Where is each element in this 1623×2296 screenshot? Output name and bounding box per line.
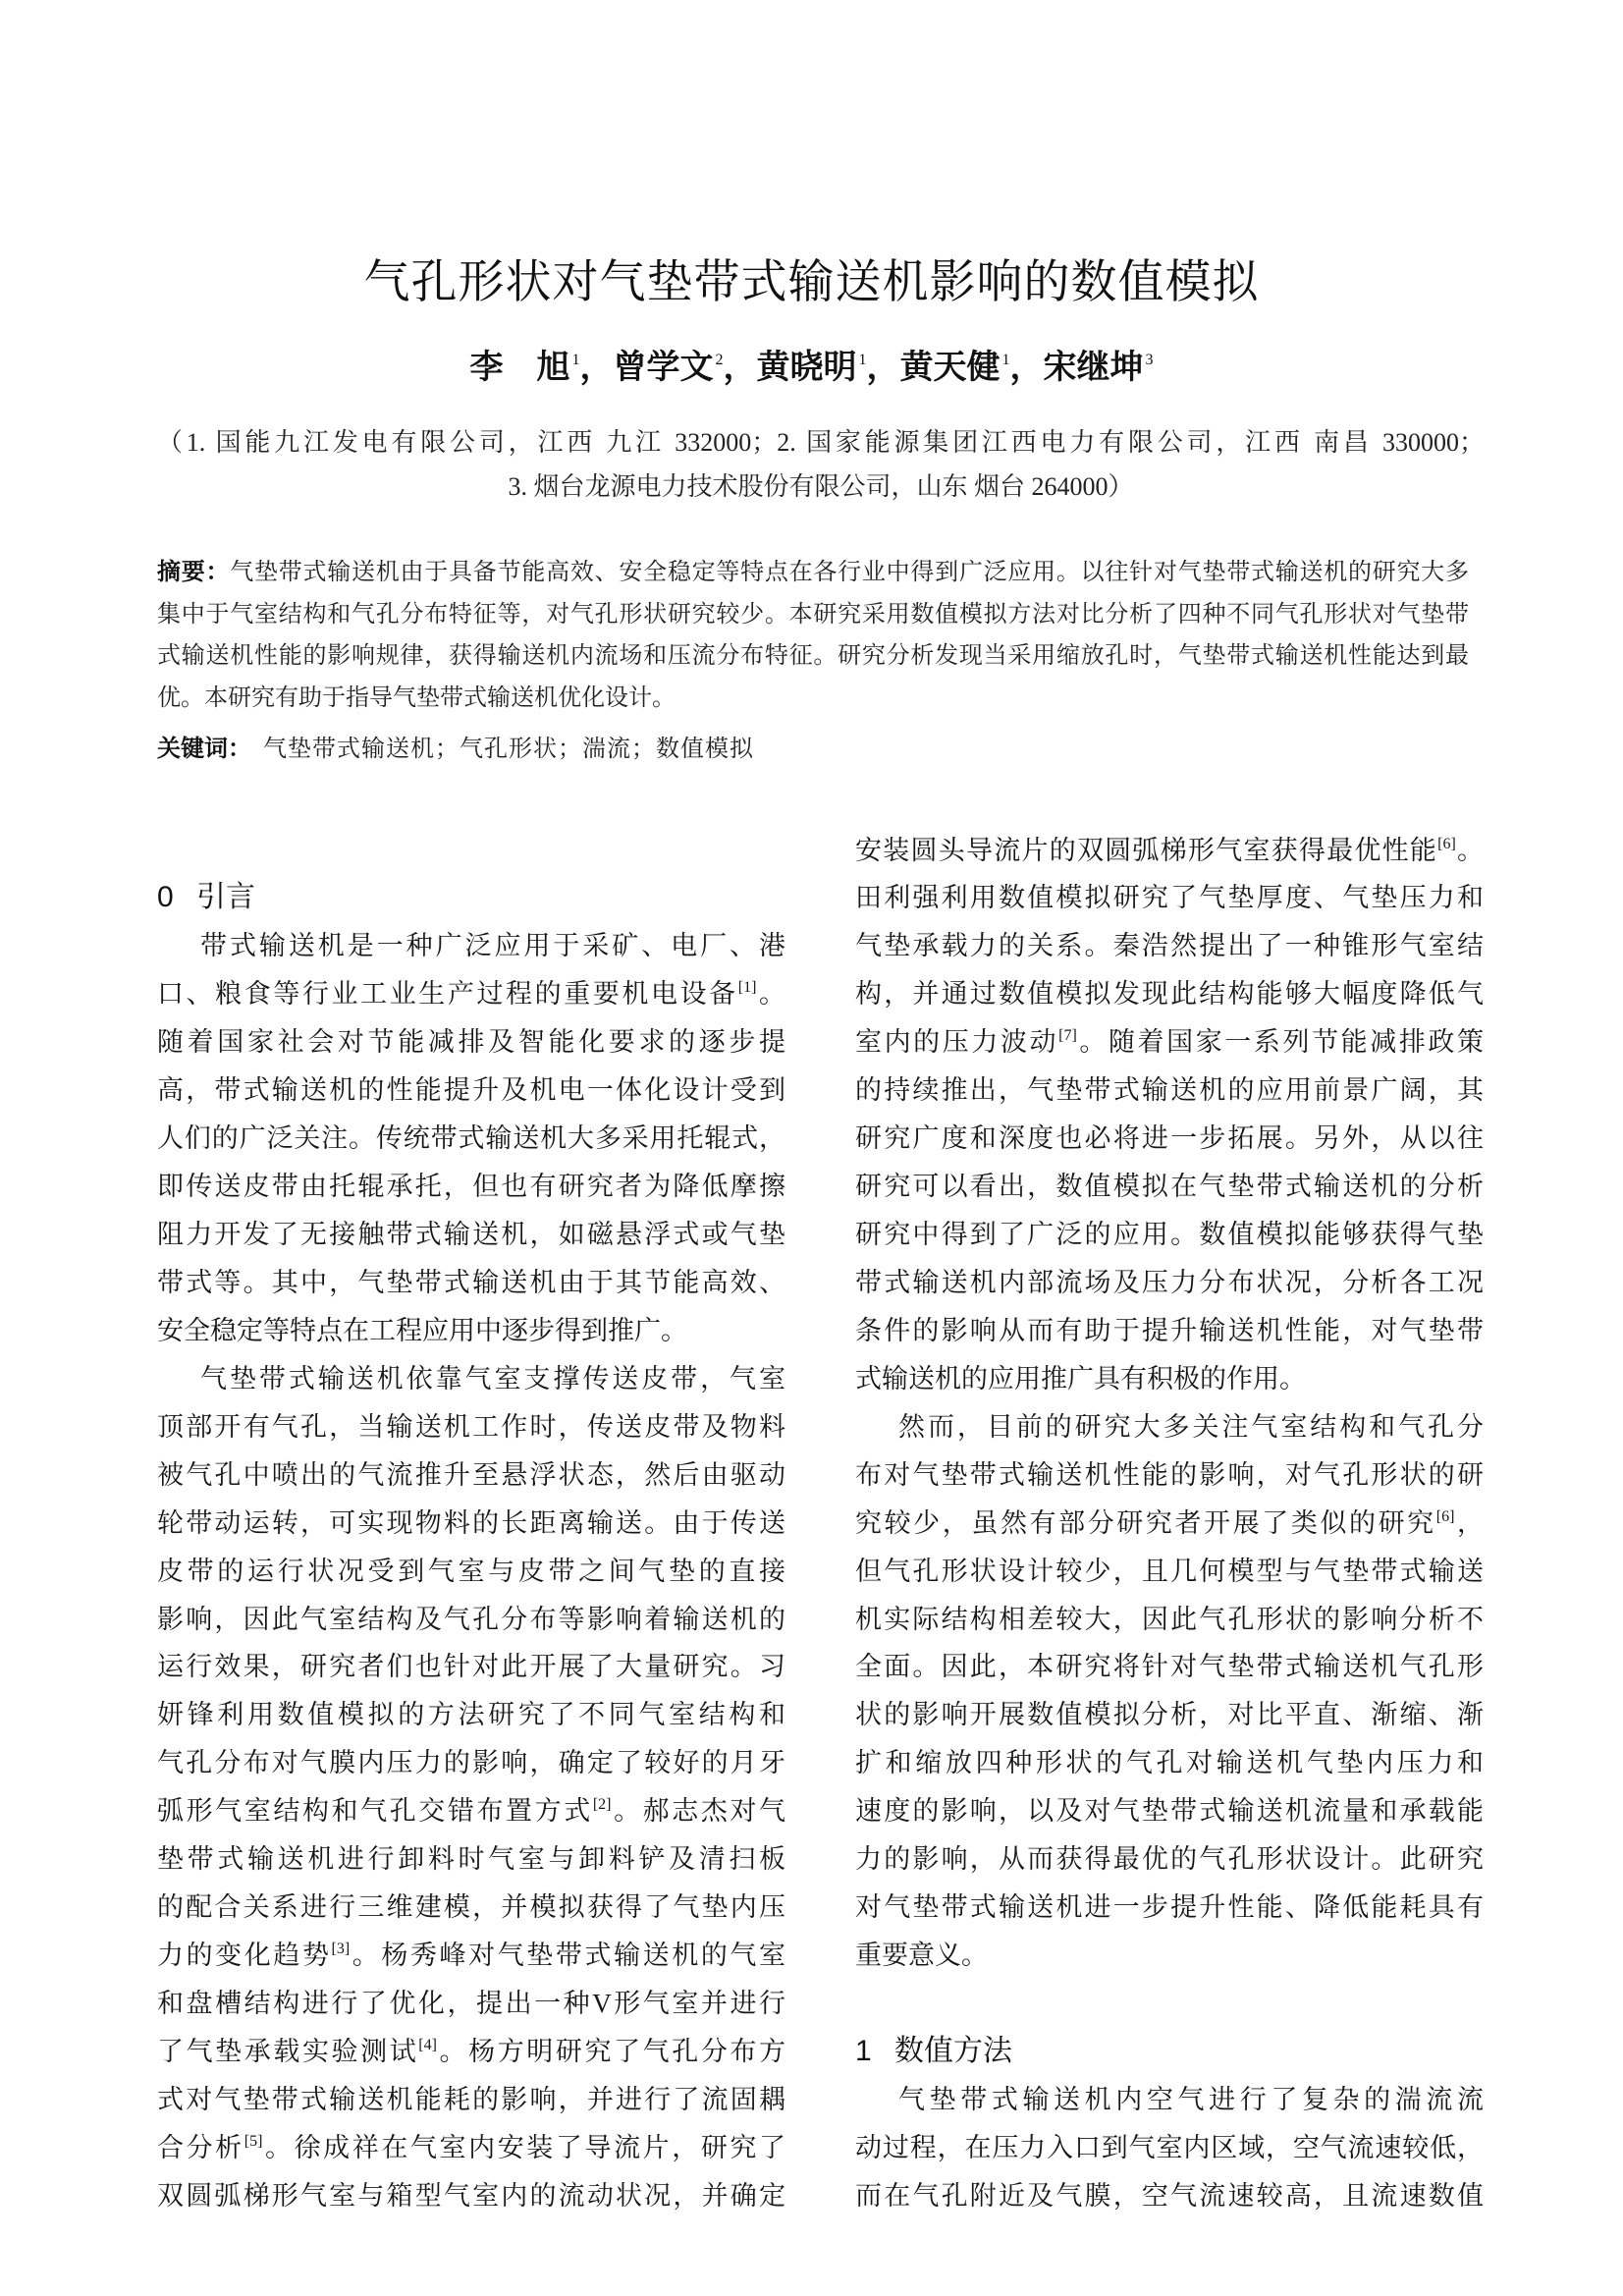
citation-mark: [2] bbox=[592, 1796, 612, 1814]
citation-mark: [4] bbox=[418, 2036, 437, 2053]
body-line: 动过程，在压力入口到气室内区域，空气流速较低， bbox=[855, 2132, 1484, 2162]
body-line: 安全稳定等特点在工程应用中逐步得到推广。 bbox=[157, 1315, 687, 1345]
body-line: 垫带式输送机进行卸料时气室与卸料铲及清扫板 bbox=[157, 1844, 785, 1875]
abstract-line: 优。本研究有助于指导气垫带式输送机优化设计。 bbox=[157, 684, 676, 711]
author-separator: ， bbox=[866, 350, 900, 386]
body-line: 带式等。其中，气垫带式输送机由于其节能高效、 bbox=[157, 1267, 785, 1297]
body-line: 究较少，虽然有部分研究者开展了类似的研究[6]， bbox=[855, 1507, 1484, 1538]
section-title: 引言 bbox=[196, 881, 255, 914]
affiliation-line: （1. 国能九江发电有限公司，江西 九江 332000；2. 国家能源集团江西电力有限公司，江西 南昌 330000； bbox=[157, 428, 1485, 457]
author-name: 李 旭 bbox=[469, 350, 570, 386]
section-heading bbox=[157, 874, 785, 922]
author-separator: ， bbox=[1009, 350, 1044, 386]
author-affiliation-mark: 2 bbox=[715, 352, 724, 368]
body-line: 速度的影响，以及对气垫带式输送机流量和承载能 bbox=[855, 1796, 1484, 1827]
body-line: 了气垫承载实验测试[4]。杨方明研究了气孔分布方 bbox=[157, 2036, 785, 2066]
abstract-text: 气垫带式输送机由于具备节能高效、安全稳定等特点在各行业中得到广泛应用。以往针对气垫带式输送机的研究大多 bbox=[230, 560, 1469, 585]
keywords bbox=[157, 729, 1469, 770]
body-line: 运行效果，研究者们也针对此开展了大量研究。习 bbox=[157, 1652, 785, 1682]
body-line: 室内的压力波动[7]。随着国家一系列节能减排政策 bbox=[855, 1027, 1484, 1058]
body-line: 影响，因此气室结构及气孔分布等影响着输送机的 bbox=[157, 1604, 785, 1634]
body-line: 带式输送机是一种广泛应用于采矿、电厂、港 bbox=[200, 931, 785, 961]
citation-mark: [7] bbox=[1058, 1027, 1077, 1045]
body-line: 式对气垫带式输送机能耗的影响，并进行了流固耦 bbox=[157, 2084, 785, 2114]
body-line: 气孔分布对气膜内压力的影响，确定了较好的月牙 bbox=[157, 1748, 785, 1778]
body-line: 人们的广泛关注。传统带式输送机大多采用托辊式， bbox=[157, 1123, 785, 1154]
abstract-label: 摘要： bbox=[157, 559, 231, 585]
keywords-label: 关键词： bbox=[157, 736, 251, 762]
author-affiliation-mark: 1 bbox=[571, 352, 580, 368]
affiliation-line: 3. 烟台龙源电力技术股份有限公司，山东 烟台 264000） bbox=[508, 472, 1134, 501]
body-line: 即传送皮带由托辊承托，但也有研究者为降低摩擦 bbox=[157, 1172, 785, 1202]
author-name: 宋继坤 bbox=[1043, 350, 1144, 386]
author-separator: ， bbox=[723, 350, 757, 386]
body-line: 带式输送机内部流场及压力分布状况，分析各工况 bbox=[855, 1267, 1484, 1297]
body-line: 全面。因此，本研究将针对气垫带式输送机气孔形 bbox=[855, 1652, 1484, 1682]
author-name: 黄晓明 bbox=[756, 350, 857, 386]
section-title: 数值方法 bbox=[894, 2034, 1012, 2067]
citation-mark: [6] bbox=[1437, 835, 1456, 852]
section-number: 1 bbox=[855, 2034, 872, 2067]
citation-mark: [6] bbox=[1435, 1507, 1455, 1525]
body-line: 顶部开有气孔，当输送机工作时，传送皮带及物料 bbox=[157, 1411, 785, 1442]
body-line: 皮带的运行状况受到气室与皮带之间气垫的直接 bbox=[157, 1556, 785, 1586]
body-line: 而在气孔附近及气膜，空气流速较高，且流速数值 bbox=[855, 2180, 1484, 2211]
body-line: 气垫承载力的关系。秦浩然提出了一种锥形气室结 bbox=[855, 931, 1484, 961]
body-line: 但气孔形状设计较少，且几何模型与气垫带式输送 bbox=[855, 1556, 1484, 1586]
body-line: 高，带式输送机的性能提升及机电一体化设计受到 bbox=[157, 1075, 785, 1106]
body-line: 双圆弧梯形气室与箱型气室内的流动状况，并确定 bbox=[157, 2180, 785, 2211]
body-line: 机实际结构相差较大，因此气孔形状的影响分析不 bbox=[855, 1604, 1484, 1634]
body-line: 重要意义。 bbox=[855, 1941, 988, 1971]
body-line: 力的影响，从而获得最优的气孔形状设计。此研究 bbox=[855, 1844, 1484, 1875]
author-affiliation-mark: 3 bbox=[1145, 352, 1154, 368]
body-line: 条件的影响从而有助于提升输送机性能，对气垫带 bbox=[855, 1315, 1484, 1345]
body-line: 然而，目前的研究大多关注气室结构和气孔分 bbox=[898, 1411, 1484, 1442]
paper-title: 气孔形状对气垫带式输送机影响的数值模拟 bbox=[363, 255, 1260, 307]
body-line: 妍锋利用数值模拟的方法研究了不同气室结构和 bbox=[157, 1700, 785, 1730]
keywords-text: 气垫带式输送机；气孔形状；湍流；数值模拟 bbox=[263, 737, 754, 762]
body-column-left bbox=[157, 827, 785, 2220]
author-affiliation-mark: 1 bbox=[858, 352, 867, 368]
body-line: 口、粮食等行业工业生产过程的重要机电设备[1]。 bbox=[157, 979, 785, 1010]
body-line: 对气垫带式输送机进一步提升性能、降低能耗具有 bbox=[855, 1892, 1484, 1923]
body-line: 和盘槽结构进行了优化，提出一种V形气室并进行 bbox=[157, 1989, 785, 2018]
body-line: 扩和缩放四种形状的气孔对输送机气垫内压力和 bbox=[855, 1748, 1484, 1778]
author-name: 曾学文 bbox=[613, 350, 714, 386]
body-line: 式输送机的应用推广具有积极的作用。 bbox=[855, 1363, 1306, 1394]
author-affiliation-mark: 1 bbox=[1001, 352, 1010, 368]
citation-mark: [5] bbox=[243, 2132, 263, 2150]
body-line: 构，并通过数值模拟发现此结构能够大幅度降低气 bbox=[855, 979, 1484, 1010]
body-line: 状的影响开展数值模拟分析，对比平直、渐缩、渐 bbox=[855, 1700, 1484, 1730]
body-line: 随着国家社会对节能减排及智能化要求的逐步提 bbox=[157, 1027, 785, 1058]
body-line: 研究中得到了广泛的应用。数值模拟能够获得气垫 bbox=[855, 1220, 1484, 1249]
body-line: 安装圆头导流片的双圆弧梯形气室获得最优性能[6]。 bbox=[855, 835, 1484, 865]
body-line: 合分析[5]。徐成祥在气室内安装了导流片，研究了 bbox=[157, 2132, 785, 2162]
body-line: 研究广度和深度也必将进一步拓展。另外，从以往 bbox=[855, 1123, 1484, 1154]
citation-mark: [1] bbox=[737, 979, 757, 997]
body-line: 气垫带式输送机依靠气室支撑传送皮带，气室 bbox=[200, 1363, 785, 1394]
body-line: 被气孔中喷出的气流推升至悬浮状态，然后由驱动 bbox=[157, 1459, 785, 1490]
author-name: 黄天健 bbox=[899, 350, 1001, 386]
citation-mark: [3] bbox=[331, 1941, 351, 1958]
body-column-right bbox=[855, 827, 1484, 2220]
body-line: 的持续推出，气垫带式输送机的应用前景广阔，其 bbox=[855, 1075, 1484, 1106]
author-separator: ， bbox=[579, 350, 614, 386]
body-line: 力的变化趋势[3]。杨秀峰对气垫带式输送机的气室 bbox=[157, 1941, 785, 1971]
body-line: 弧形气室结构和气孔交错布置方式[2]。郝志杰对气 bbox=[157, 1796, 785, 1827]
abstract-line: 集中于气室结构和气孔分布特征等，对气孔形状研究较少。本研究采用数值模拟方法对比分析了四种不同气孔形状对气垫带 bbox=[157, 601, 1469, 628]
abstract-line bbox=[157, 552, 1469, 594]
author-list bbox=[0, 344, 1623, 393]
abstract-line: 式输送机性能的影响规律，获得输送机内流场和压流分布特征。研究分析发现当采用缩放孔时，气垫带式输送机性能达到最 bbox=[157, 643, 1469, 669]
body-line: 田利强利用数值模拟研究了气垫厚度、气垫压力和 bbox=[855, 883, 1484, 913]
section-number: 0 bbox=[157, 881, 174, 914]
body-line: 研究可以看出，数值模拟在气垫带式输送机的分析 bbox=[855, 1172, 1484, 1202]
body-line: 气垫带式输送机内空气进行了复杂的湍流流 bbox=[898, 2084, 1484, 2114]
body-line: 布对气垫带式输送机性能的影响，对气孔形状的研 bbox=[855, 1459, 1484, 1490]
section-heading bbox=[855, 2028, 1484, 2076]
body-line: 的配合关系进行三维建模，并模拟获得了气垫内压 bbox=[157, 1892, 785, 1923]
body-line: 阻力开发了无接触带式输送机，如磁悬浮式或气垫 bbox=[157, 1220, 785, 1249]
body-line: 轮带动运转，可实现物料的长距离输送。由于传送 bbox=[157, 1507, 785, 1538]
